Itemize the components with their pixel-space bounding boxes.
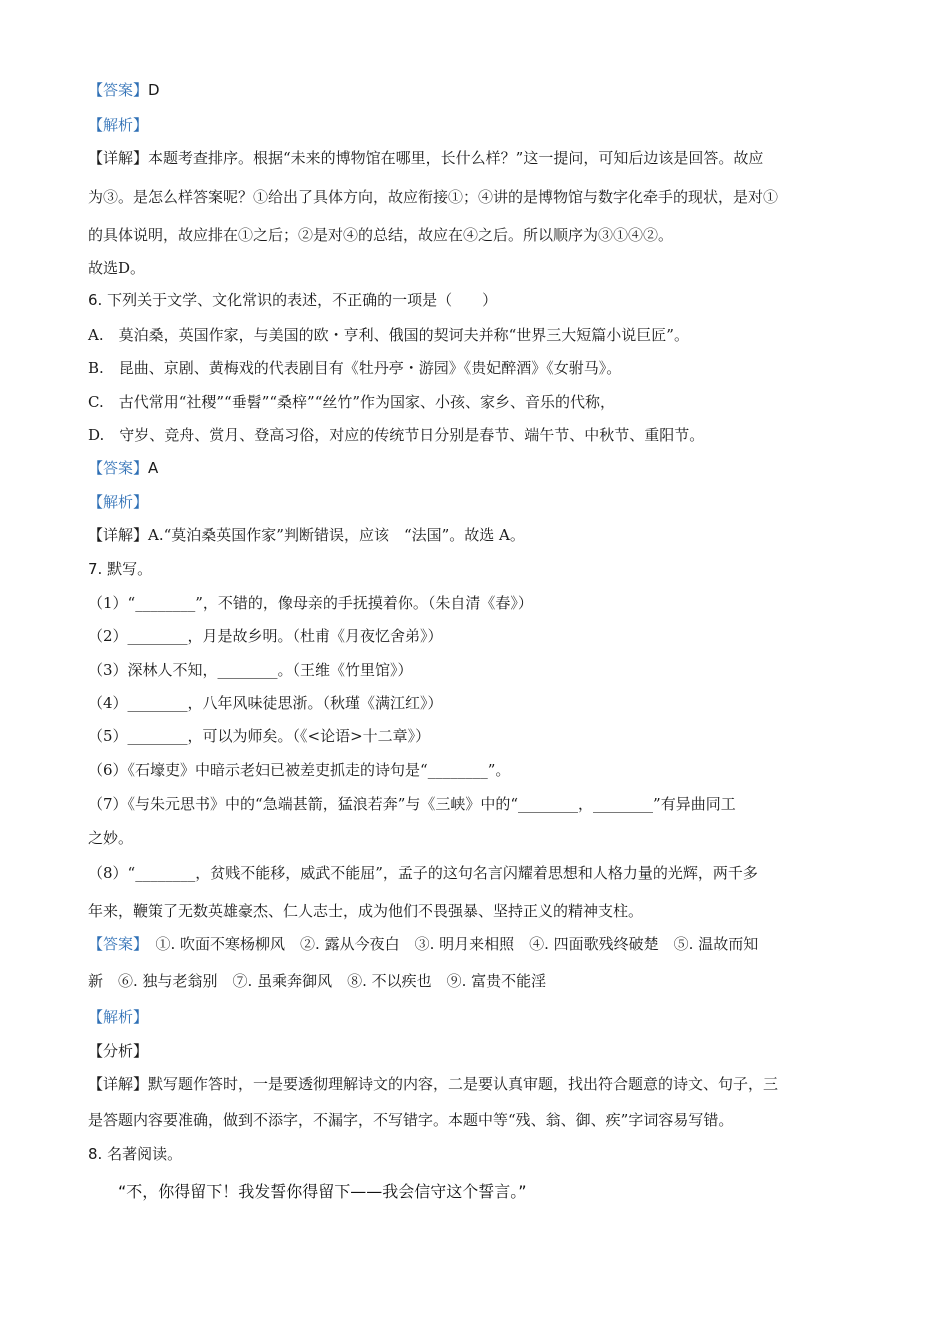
q5-conclusion: 故选D。 <box>88 259 146 277</box>
q7-stem-text: 默写。 <box>107 560 153 578</box>
analysis-tag: 【解析】 <box>88 493 149 511</box>
analysis-tag: 【解析】 <box>88 116 149 134</box>
q8-stem-text: 名著阅读。 <box>107 1145 183 1163</box>
q5-detail-text: 本题考查排序。根据“未来的博物馆在哪里，长什么样？”这一提问，可知后边该是回答。故应 <box>148 149 764 167</box>
q7-item-3: （3）深林人不知，________。（王维《竹里馆》） <box>88 661 413 679</box>
q7-item-4: （4）________，八年风味徒思浙。（秋瑾《满江红》） <box>88 694 443 712</box>
q7-item-5: （5）________，可以为师矣。（《<论语>十二章》） <box>88 727 431 745</box>
answer-tag: 【答案】 <box>88 935 141 953</box>
q7-item-2: （2）________，月是故乡明。（杜甫《月夜忆舍弟》） <box>88 627 443 645</box>
q6-detail-line <box>88 525 866 545</box>
q7-answer-text: ①. 吹面不寒杨柳风 ②. 露从今夜白 ③. 明月来相照 ④. 四面歌残终破楚 ⑤. 温故而知 <box>140 935 759 953</box>
q7-stem <box>88 559 866 579</box>
q7-item-8-cont: 年来，鞭策了无数英雄豪杰、仁人志士，成为他们不畏强暴、坚持正义的精神支柱。 <box>88 902 644 920</box>
q5-answer-line <box>88 80 866 100</box>
q8-quote: “不，你得留下！我发誓你得留下——我会信守这个誓言。” <box>118 1182 527 1201</box>
q5-detail-line-3: 的具体说明，故应排在①之后；②是对④的总结，故应在④之后。所以顺序为③①④②。 <box>88 226 674 244</box>
q7-analysis-line <box>88 1007 866 1027</box>
q6-answer-value: A <box>148 459 159 477</box>
q6-answer-line <box>88 458 866 478</box>
q6-option-a: A. 莫泊桑，英国作家，与美国的欧・亨利、俄国的契诃夫并称“世界三大短篇小说巨匠”。 <box>88 326 689 344</box>
q5-detail-line-1 <box>88 148 866 168</box>
q6-number: 6. <box>88 291 103 309</box>
q7-number: 7. <box>88 560 103 578</box>
q6-option-c: C. 古代常用“社稷”“垂髫”“桑梓”“丝竹”作为国家、小孩、家乡、音乐的代称， <box>88 393 616 411</box>
q6-detail-text: A.“莫泊桑英国作家”判断错误，应该 “法国”。故选 A。 <box>148 526 525 544</box>
q6-option-b: B. 昆曲、京剧、黄梅戏的代表剧目有《牡丹亭・游园》《贵妃醉酒》《女驸马》。 <box>88 359 622 377</box>
q7-detail-line-2: 是答题内容要准确，做到不添字，不漏字，不写错字。本题中等“残、翁、御、疾”字词容易写错。 <box>88 1111 734 1129</box>
detail-tag: 【详解】 <box>88 526 149 544</box>
q6-option-d: D. 守岁、竞舟、赏月、登高习俗，对应的传统节日分别是春节、端午节、中秋节、重阳节。 <box>88 426 705 444</box>
q5-detail-line-2: 为③。是怎么样答案呢？①给出了具体方向，故应衔接①；④讲的是博物馆与数字化牵手的现状，是对① <box>88 188 779 206</box>
q7-answer-line-1 <box>88 934 866 954</box>
q8-stem <box>88 1144 866 1164</box>
analysis-tag: 【解析】 <box>88 1008 149 1026</box>
q7-item-6: （6）《石壕吏》中暗示老妇已被差吏抓走的诗句是“________”。 <box>88 761 511 779</box>
q7-item-8: （8）“________，贫贱不能移，威武不能屈”，孟子的这句名言闪耀着思想和人格力量的光辉，两千多 <box>88 864 758 882</box>
answer-tag: 【答案】 <box>88 459 149 477</box>
detail-tag: 【详解】 <box>88 149 149 167</box>
q7-item-1: （1）“________”，不错的，像母亲的手抚摸着你。（朱自清《春》） <box>88 594 533 612</box>
q7-item-7-cont: 之妙。 <box>88 829 134 847</box>
q7-item-7: （7）《与朱元思书》中的“急端甚箭，猛浪若奔”与《三峡》中的“________，________”有异曲同工 <box>88 795 736 813</box>
q8-number: 8. <box>88 1145 103 1163</box>
q5-answer-value: D <box>148 81 160 99</box>
q6-stem-text: 下列关于文学、文化常识的表述，不正确的一项是（ ） <box>107 291 498 309</box>
q7-fenxi-line <box>88 1041 866 1061</box>
q7-detail-text: 默写题作答时，一是要透彻理解诗文的内容，二是要认真审题，找出符合题意的诗文、句子，三 <box>148 1075 779 1093</box>
detail-tag: 【详解】 <box>88 1075 149 1093</box>
fenxi-tag: 【分析】 <box>88 1042 149 1060</box>
q7-detail-line-1 <box>88 1074 866 1094</box>
q5-analysis-line <box>88 115 866 135</box>
q6-analysis-line <box>88 492 866 512</box>
answer-tag: 【答案】 <box>88 81 149 99</box>
q6-stem <box>88 290 866 310</box>
q7-answer-line-2: 新 ⑥. 独与老翁别 ⑦. 虽乘奔御风 ⑧. 不以疾也 ⑨. 富贵不能淫 <box>88 972 547 990</box>
